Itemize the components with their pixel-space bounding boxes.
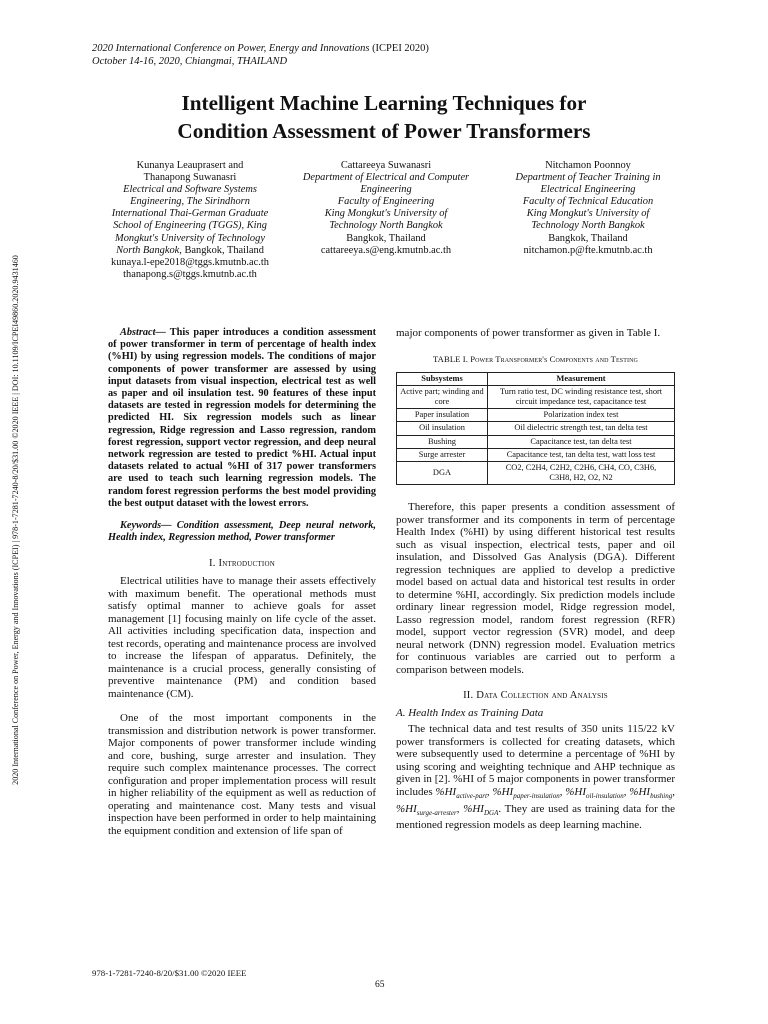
table-cell: Active part; winding and core: [397, 385, 488, 408]
section-1-number: I.: [209, 558, 219, 570]
author-line: Electrical and Software Systems: [123, 184, 257, 196]
left-column: [108, 327, 376, 837]
author-line: Kunanya Leauprasert and: [136, 160, 244, 171]
author-line: Thanapong Suwanasri: [143, 172, 237, 184]
footer-isbn: 978-1-7281-7240-8/20/$31.00 ©2020 IEEE: [92, 968, 247, 978]
author-line: North Bangkok, Bangkok, Thailand: [116, 244, 264, 256]
paper-title: [60, 89, 708, 145]
author-line: Mongkut's University of Technology: [115, 232, 265, 244]
hi-dga: $\%HI_{DGA}$: [463, 802, 499, 817]
author-line: King Mongkut's University of: [324, 208, 448, 220]
section-2-text-start: The technical data and test results of 350 units 115/22 kV power transformers is collected for creating datasets, which were subsequently used to determine a percentage of %HI by using scoring and weighting technique and AHP technique as given in [2]. %HI of 5 major components in power transformer includes: [396, 723, 675, 798]
author-line: cattareeya.s@eng.kmutnb.ac.th: [320, 244, 452, 256]
author-column-2: [288, 160, 484, 257]
dga-formulas-line-1: CO2, C2H4, C2H2, C2H6, CH4, CO, C3H6,: [505, 462, 657, 472]
conference-name: 2020 International Conference on Power, Energy and Innovations: [92, 43, 370, 54]
dga-formulas-cell: [488, 461, 675, 484]
hi-active-part: $\%HI_{active-part}$: [435, 785, 487, 801]
table-cell: Polarization index test: [488, 409, 675, 422]
therefore-paragraph: Therefore, this paper presents a condition assessment of power transformer and its components in term of percentage Health Index (%HI) by using different historical test results such as visual inspection, electrical tests, paper and oil insulation, and Dissolved Gas Analysis (DGA). Different regression techniques are applied to develop a predictive model based on actual data and historical test results in order to determine %HI, accordingly. Six prediction models include ordinary linear regression model, Ridge regression model, Lasso regression model, random forest regression (RFR) model, support vector regression (SVR) model, and deep neural network (DNN) regression model. Evaluation metrics for continuous variables are carried out to perform a comparison between models.: [396, 501, 675, 676]
author-line: Technology North Bangkok: [531, 220, 645, 232]
hi-surge-arrester: $\%HI_{surge-arrester}$: [396, 802, 457, 817]
table-header-cell: Measurement: [488, 372, 675, 385]
hi-oil-insulation: $\%HI_{oil-insulation}$: [565, 785, 624, 801]
author-line-suffix: , Bangkok, Thailand: [179, 244, 264, 256]
conference-dates: October 14-16, 2020, Chiangmai, THAILAND: [92, 56, 288, 67]
author-line: thanapong.s@tggs.kmutnb.ac.th: [123, 268, 257, 280]
table-row: [397, 385, 675, 408]
right-column: [396, 327, 675, 832]
table-row: [397, 435, 675, 448]
hi-paper-insulation: $\%HI_{paper-insulation}$: [492, 785, 560, 801]
keywords-lead: Keywords—: [120, 520, 172, 532]
author-column-3: [488, 160, 688, 257]
author-line: Bangkok, Thailand: [346, 232, 426, 244]
author-line: King Mongkut's University of: [526, 208, 650, 220]
abstract: [108, 327, 376, 510]
table-header-cell: Subsystems: [397, 372, 488, 385]
section-2-heading: [396, 690, 675, 701]
title-line-2: Condition Assessment of Power Transformers: [177, 119, 591, 143]
subsection-a-heading: A. Health Index as Training Data: [396, 707, 544, 720]
table-1-label: TABLE I.: [433, 353, 471, 364]
hi-bushing: $\%HI_{bushing}$: [629, 785, 673, 801]
author-line: Technology North Bangkok: [329, 220, 443, 232]
table-row: [397, 461, 675, 484]
table-cell: Surge arrester: [397, 448, 488, 461]
table-cell: Oil insulation: [397, 422, 488, 435]
author-line: School of Engineering (TGGS), King: [113, 220, 267, 232]
author-line: Department of Teacher Training in: [515, 172, 661, 184]
conference-header: [92, 42, 429, 68]
author-line: International Thai-German Graduate: [111, 208, 269, 220]
section-2-text-end: . They are used as training data for the mentioned regression models as deep learning machine.: [396, 802, 675, 832]
table-1: [396, 372, 675, 486]
author-line: nitchamon.p@fte.kmutnb.ac.th: [523, 244, 653, 256]
abstract-text: This paper introduces a condition assessment of power transformer in term of percentage of health index (%HI) by using regression models. The conditions of major components of power transformer are assessed by using input datasets from visual inspection, electrical test as well as paper and oil insulation test. 90 features of these input datasets are tested in regression models for determining the predicted HI. Six regression models such as linear regression, Ridge regression and Lasso regression, random forest regression, support vector regression, and deep neural network regression are tested to predict %HI. Actual input datasets related to actual %HI of 317 power transformers are used to teach such learning regression models. The random forest regression performs the best model providing the best output dataset with the lowest errors.: [108, 327, 376, 509]
author-line: Electrical Engineering: [540, 184, 636, 196]
table-cell: Bushing: [397, 435, 488, 448]
author-column-1: [90, 160, 290, 281]
section-2-number: II.: [463, 690, 477, 702]
author-line: Bangkok, Thailand: [548, 232, 628, 244]
section-1-title: Introduction: [218, 558, 275, 570]
table-cell: Capacitance test, tan delta test, watt loss test: [488, 448, 675, 461]
title-line-1: Intelligent Machine Learning Techniques for: [181, 91, 587, 115]
table-cell: DGA: [397, 461, 488, 484]
table-header-row: [397, 372, 675, 385]
author-line: Cattareeya Suwanasri: [340, 160, 432, 171]
author-line: Engineering: [360, 184, 412, 196]
table-row: [397, 448, 675, 461]
author-line: Faculty of Technical Education: [522, 196, 654, 208]
author-line: Faculty of Engineering: [337, 196, 435, 208]
author-line: Department of Electrical and Computer: [302, 172, 470, 184]
author-line: Engineering, The Sirindhorn: [130, 196, 250, 208]
continued-paragraph: major components of power transformer as given in Table I.: [396, 327, 661, 339]
intro-paragraph-1: Electrical utilities have to manage their assets effectively with maximum benefit. The operational methods must satisfy optimal manner to achieve goals for asset management [1] focusing mainly on life cycle of the asset. All activities including specification data, inspection and test records, operating and maintenance process are involved to increase the lifespan of apparatus. Definitely, the maintenance is a crucial process, generally consisting of preventive maintenance (PM) and condition based maintenance (CM).: [108, 575, 376, 700]
conference-acronym: (ICPEI 2020): [369, 43, 429, 54]
author-line: Nitchamon Poonnoy: [545, 160, 631, 171]
dga-formulas-line-2: C3H8, H2, O2, N2: [549, 473, 613, 483]
abstract-lead: Abstract—: [120, 327, 166, 338]
section-2-title: Data Collection and Analysis: [476, 690, 608, 702]
table-row: [397, 422, 675, 435]
page-number: 65: [375, 980, 385, 990]
side-doi-strip: 2020 International Conference on Power, Energy and Innovations (ICPEI) | 978-1-7281-7240-8/20/$31.00 ©2020 IEEE | DOI: 10.1109/ICPEI49860.2020.9431460: [11, 255, 20, 785]
author-line: kunaya.l-epe2018@tggs.kmutnb.ac.th: [111, 256, 269, 268]
section-2-paragraph: The technical data and test results of 350 units 115/22 kV power transformers is collected for creating datasets, which were subsequently used to determine a percentage of %HI by using scoring and weighting technique and AHP technique as given in [2]. %HI of 5 major components in power transformer includes $\%HI_{active-part}$, $\%HI_{paper-insulation}$, $\%HI_{oil-insulation}$, $\%HI_{bushing}$, $\%HI_{surge-arrester}$, $\%HI_{DGA}$. They are used as training data for the mentioned regression models as deep learning machine.: [396, 723, 675, 832]
section-1-heading: [108, 558, 376, 569]
keywords-text: Condition assessment, Deep neural network, Health index, Regression method, Power transformer: [108, 520, 376, 544]
intro-paragraph-2: One of the most important components in the transmission and distribution network is power transformer. Major components of power transformer include winding and core, bushing, surge arrester and insulation. They require such complex maintenance processes. The correct configuration and proper implementation process will result in higher reliability of the equipment as well as reduction of operating and maintenance cost. Many tests and visual inspection have been performed in order to help maintaining the equipment condition and extension of life span of: [108, 712, 376, 837]
table-cell: Oil dielectric strength test, tan delta test: [488, 422, 675, 435]
table-cell: Capacitance test, tan delta test: [488, 435, 675, 448]
table-1-caption: [396, 354, 675, 364]
table-cell: Paper insulation: [397, 409, 488, 422]
keywords: [108, 520, 376, 544]
table-1-title: Power Transformer's Components and Testing: [470, 353, 638, 364]
table-cell: Turn ratio test, DC winding resistance test, short circuit impedance test, capacitance test: [488, 385, 675, 408]
table-row: [397, 409, 675, 422]
